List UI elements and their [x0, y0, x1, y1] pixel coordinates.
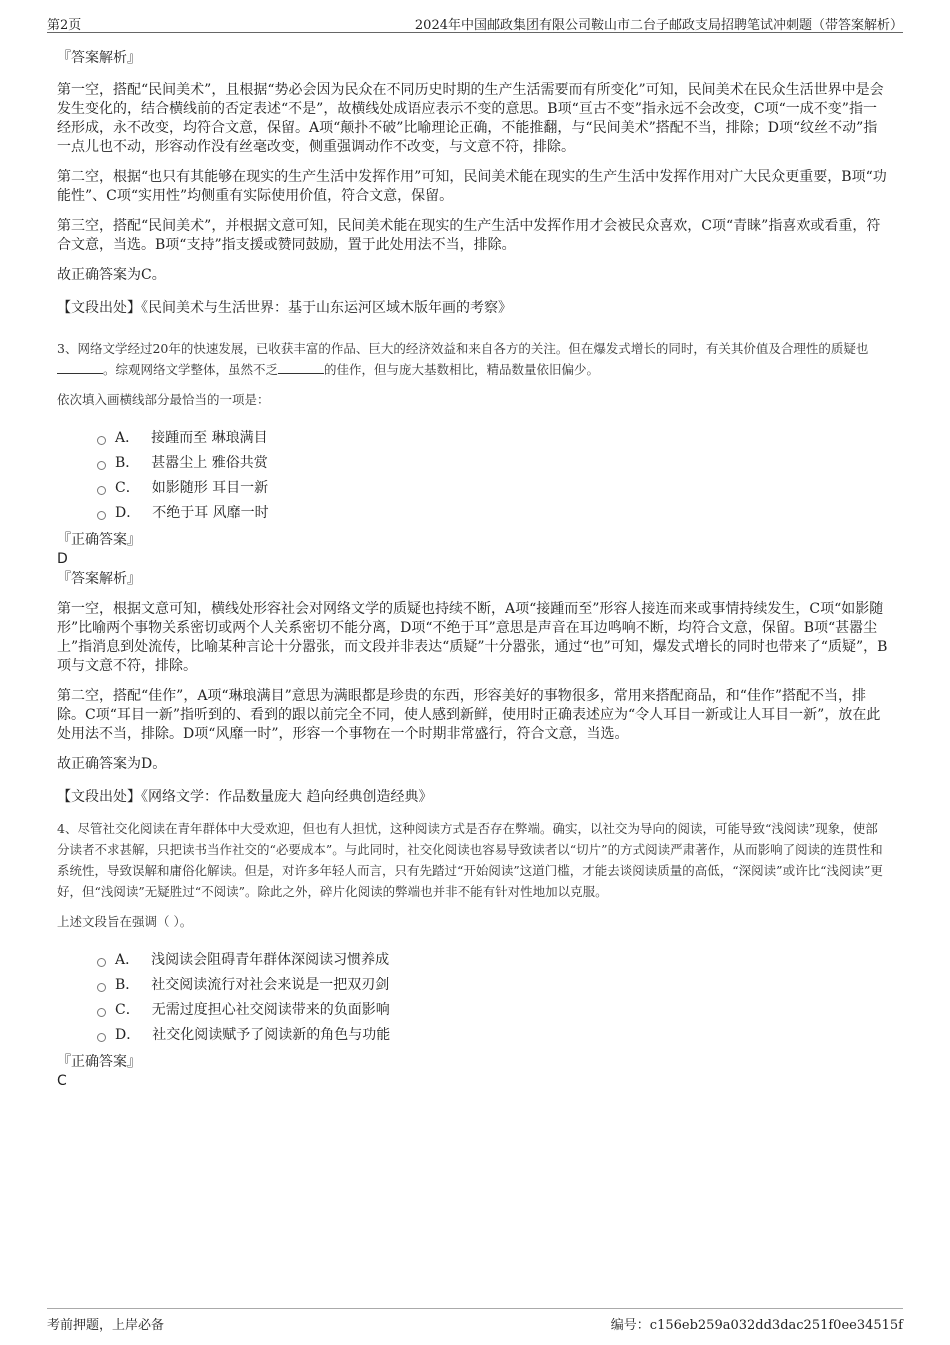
q3-stem-part-b: 。综观网络文学整体，虽然不乏 [103, 362, 279, 377]
radio-icon[interactable] [97, 1033, 106, 1042]
q4-option-d[interactable]: D． 社交化阅读赋予了阅读新的角色与功能 [97, 1023, 889, 1048]
q2-analysis-p1: 第一空，搭配“民间美术”，且根据“势必会因为民众在不同历史时期的生产生活需要而有所变化”可知，民间美术在民众生活世界中是会发生变化的，结合横线前的否定表述“不是”，故横线处成语应表示不变的意思。B项“亘古不变”指永远不会改变，C项“一成不变”指一经形成，永不改变，均符合文意，保留。A项“颠扑不破”比喻理论正确，不能推翻，与“民间美术”搭配不当，排除；D项“纹丝不动”指一点儿也不动，形容动作没有丝毫改变，侧重强调动作不改变，与文意不符，排除。 [57, 82, 884, 155]
q3-source: 【文段出处】《网络文学：作品数量庞大 趋向经典创造经典》 [57, 789, 433, 805]
page-content [57, 48, 889, 1091]
q3-analysis-p1: 第一空，根据文意可知，横线处形容社会对网络文学的质疑也持续不断，A项“接踵而至”形容人接连而来或事情持续发生，C项“如影随形”比喻两个事物关系密切或两个人关系密切不能分离，D项“不绝于耳”意思是声音在耳边鸣响不断，均符合文意，保留。B项“甚嚣尘上”指消息到处流传，比喻某种言论十分嚣张，而文段并非表达“质疑”十分嚣张，通过“也”可知，爆发式增长的同时也带来了“质疑”，B项与文意不符，排除。 [57, 601, 888, 674]
q4-correct-answer: C [57, 1073, 67, 1089]
q3-correct-label: 『正确答案』 [57, 532, 141, 548]
radio-icon[interactable] [97, 511, 106, 520]
q3-stem-part-a: 3、网络文学经过20年的快速发展，已收获丰富的作品、巨大的经济效益和来自各方的关注。但在爆发式增长的同时，有关其价值及合理性的质疑也 [57, 341, 869, 356]
radio-icon[interactable] [97, 436, 106, 445]
q3-option-d[interactable]: D． 不绝于耳 风靡一时 [97, 501, 889, 526]
q4-option-b[interactable]: B． 社交阅读流行对社会来说是一把双刃剑 [97, 973, 889, 998]
radio-icon[interactable] [97, 983, 106, 992]
q4-option-a[interactable]: A． 浅阅读会阻碍青年群体深阅读习惯养成 [97, 948, 889, 973]
q2-analysis-p3: 第三空，搭配“民间美术”，并根据文意可知，民间美术能在现实的生产生活中发挥作用才会被民众喜欢，C项“青睐”指喜欢或看重，符合文意，当选。B项“支持”指支援或赞同鼓励，置于此处用法不当，排除。 [57, 218, 881, 253]
radio-icon[interactable] [97, 461, 106, 470]
page-header [47, 14, 903, 33]
q2-conclusion: 故正确答案为C。 [57, 267, 166, 283]
page-number: 第2页 [47, 18, 82, 33]
radio-icon[interactable] [97, 958, 106, 967]
q4-stem: 4、尽管社交化阅读在青年群体中大受欢迎，但也有人担忧，这种阅读方式是否存在弊端。确实，以社交为导向的阅读，可能导致“浅阅读”现象，使部分读者不求甚解，只把读书当作社交的“必要成本”。与此同时，社交化阅读也容易导致读者以“切片”的方式阅读严肃著作，从而影响了阅读的连贯性和系统性，导致误解和庸俗化解读。但是，对许多年轻人而言，只有先踏过“开始阅读”这道门槛，才能去谈阅读质量的高低，“深阅读”或许比“浅阅读”更好，但“浅阅读”无疑胜过“不阅读”。除此之外，碎片化阅读的弊端也并非不能有针对性地加以克服。 [57, 821, 883, 899]
q3-correct-answer: D [57, 551, 68, 567]
q3-stem [57, 338, 889, 380]
q3-blank-2 [278, 361, 324, 374]
document-id: 编号：c156eb259a032dd3dac251f0ee34515f [610, 1318, 903, 1333]
q4-options [57, 948, 889, 1048]
q3-option-b[interactable]: B． 甚嚣尘上 雅俗共赏 [97, 451, 889, 476]
q3-option-c[interactable]: C． 如影随形 耳目一新 [97, 476, 889, 501]
q3-analysis-p2: 第二空，搭配“佳作”，A项“琳琅满目”意思为满眼都是珍贵的东西，形容美好的事物很多，常用来搭配商品，和“佳作”搭配不当，排除。C项“耳目一新”指听到的、看到的跟以前完全不同，使人感到新鲜，使用时正确表述应为“令人耳目一新或让人耳目一新”，放在此处用法不当，排除。D项“风靡一时”，形容一个事物在一个时期非常盛行，符合文意，当选。 [57, 688, 881, 742]
q4-option-c[interactable]: C． 无需过度担心社交阅读带来的负面影响 [97, 998, 889, 1023]
footer-slogan: 考前押题，上岸必备 [47, 1318, 165, 1333]
q3-options [57, 426, 889, 526]
q3-stem-part-c: 的佳作，但与庞大基数相比，精品数量依旧偏少。 [324, 362, 600, 377]
q2-analysis-label: 『答案解析』 [57, 50, 141, 66]
page-footer [47, 1308, 903, 1333]
q3-prompt: 依次填入画横线部分最恰当的一项是： [57, 392, 270, 407]
radio-icon[interactable] [97, 486, 106, 495]
q2-source: 【文段出处】《民间美术与生活世界：基于山东运河区域木版年画的考察》 [57, 300, 512, 316]
document-title: 2024年中国邮政集团有限公司鞍山市二台子邮政支局招聘笔试冲刺题（带答案解析） [414, 18, 903, 33]
q4-correct-label: 『正确答案』 [57, 1054, 141, 1070]
q3-analysis-label: 『答案解析』 [57, 571, 141, 587]
radio-icon[interactable] [97, 1008, 106, 1017]
q3-blank-1 [57, 361, 103, 374]
q4-prompt: 上述文段旨在强调（ ）。 [57, 914, 193, 929]
q3-conclusion: 故正确答案为D。 [57, 756, 167, 772]
q2-analysis-p2: 第二空，根据“也只有其能够在现实的生产生活中发挥作用”可知，民间美术能在现实的生产生活中发挥作用对广大民众更重要，B项“功能性”、C项“实用性”均侧重有实际使用价值，符合文意，保留。 [57, 169, 887, 204]
q3-option-a[interactable]: A． 接踵而至 琳琅满目 [97, 426, 889, 451]
